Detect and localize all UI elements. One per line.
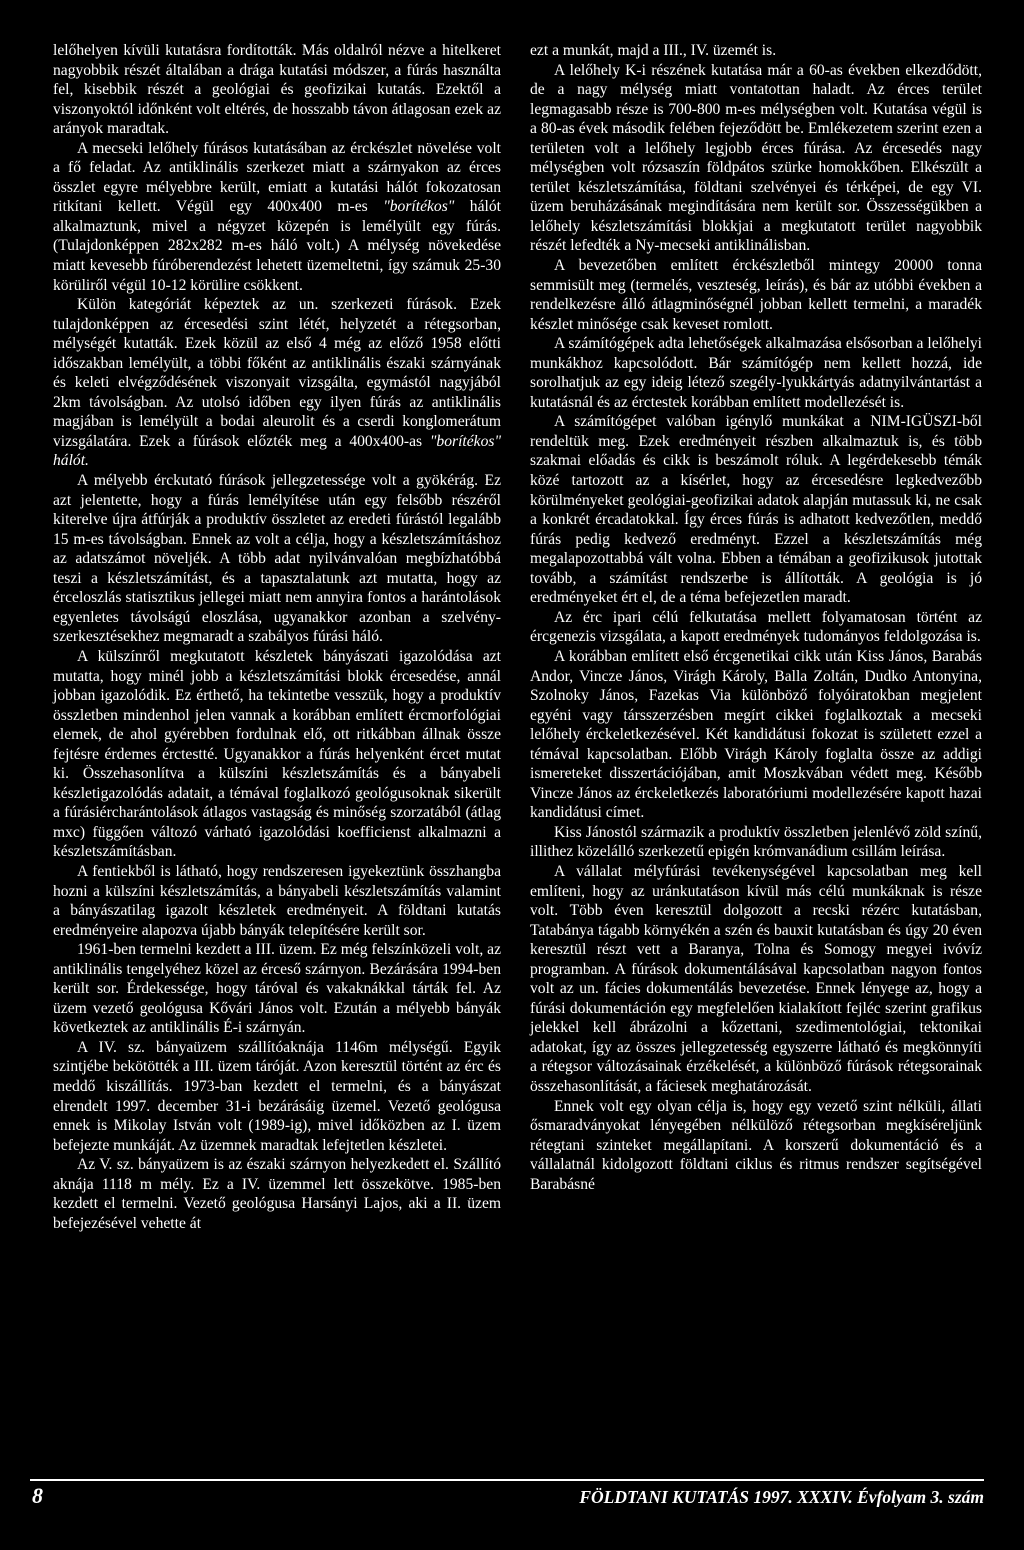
paragraph-text: ezt a munkát, majd a III., IV. üzemét is. — [530, 42, 777, 59]
paragraph-text: Az érc ipari célú felkutatása mellett folyamatosan történt az ércgenezis vizsgálata, a kapott eredmények tudományos feldolgozása is. — [530, 608, 982, 646]
paragraph-text: 1961-ben termelni kezdett a III. üzem. Ez még felszínközeli volt, az antiklinális tengelyéhez közel az érceső szárnyon. Bezárására 1994-ben került sor. Érdekessége, hogy táróval és vakaknákkal tárták fel. Az üzem vezető geológusa Kővári János volt. Ezután a mélyebb bányák következtek az antiklinális É-i szárnyán. — [53, 941, 501, 1037]
paragraph — [530, 256, 982, 334]
paragraph-text-continued: hálót alkalmaztunk, mivel a négyzet közepén is lemélyült egy fúrás. (Tulajdonképpen 282x282 m-es háló volt.) A mélység növekedése miatt kevesebb fúróberendezést lehetett üzemeltetni, így számuk 25-30 körüliről végül 10-12 körülire csökkent. — [53, 198, 501, 294]
paragraph-text: Külön kategóriát képeztek az un. szerkezeti fúrások. Ezek tulajdonképpen az ércesedési szint létét, helyzetét a rétegsorban, mélységét kutatták. Ezek közül az első 4 még az előző 1958 előtti időszakban lemélyült, a többi főként az antiklinális északi szárnyának és keleti elvégződésének viszonyait vizsgálta, egymástól nagyjából 2km távolságban. Az utolsó időben egy ilyen fúrás az antiklinális magjában is lemélyült a bodai aleurolit és a cserdi konglomerátum vizsgálatára. Ezek a fúrások előzték meg a 400x400-as — [53, 296, 501, 450]
emphasized-text: "borítékos" — [383, 198, 455, 216]
paragraph-text: A lelőhely K-i részének kutatása már a 60-as években elkezdődött, de a nagy mélység miatt vontatottan haladt. Az érces terület legmagasabb része is 700-800 m-es mélységben volt. Kutatása végül is a 80-as évek második felében fejeződött be. Emlékezetem szerint ezen a területen volt a lelőhely legjobb érces fúrása. Az ércesedés nagy mélységben volt rózsaszín földpátos szürke homokkőben. Elkészült a terület készletszámítása, földtani szelvényei és térképei, de egy VI. üzem beruházásának megindítására nem került sor. Összességükben a lelőhely készletszámítási blokkjai a megkutatott terület nagyobbik részét lefedték a Ny-mecseki antiklinálisban. — [530, 61, 982, 255]
paragraph — [530, 61, 982, 256]
paragraph-text: A mélyebb érckutató fúrások jellegzetessége volt a gyökérág. Ez azt jelentette, hogy a fúrás lemélyítése után egy felsőbb részéről kiterelve újra átfúrják a produktív összletet az eredeti fúrástól legalább 15 m-es távolságban. Ennek az volt a célja, hogy a készletszámításhoz az adatszámot növeljék. A több adat nyilvánvalóan megbízhatóbbá teszi a készletszámítást, és a tapasztalatunk azt mutatta, hogy az érceloszlás statisztikus jellegei miatt nem annyira fontos a harántolások egyenletes távolságú eloszlása, ugyanakkor azonban a szelvény-szerkesztésekhez megmaradt a szabályos fúrási háló. — [53, 472, 501, 646]
paragraph — [530, 412, 982, 607]
left-column — [53, 41, 501, 1233]
paragraph — [530, 823, 982, 862]
paragraph-text: Az V. sz. bányaüzem is az északi szárnyon helyezkedett el. Szállító aknája 1118 m mély. Ez a IV. üzemmel lett összekötve. 1985-ben kezdett el termelni. Vezető geológusa Harsányi Lajos, aki a II. üzem befejezésével vehette át — [53, 1156, 501, 1232]
paragraph — [53, 862, 501, 940]
paragraph-text: A számítógépek adta lehetőségek alkalmazása elsősorban a lelőhelyi munkákhoz kapcsolódott. Bár számítógép nem kellett hozzá, ide sorolhatjuk az egy ideig létező szegély-lyukkártyás adatnyilvántartást a kutatásnál és az érctestek korábban említett modellezését is. — [530, 335, 982, 411]
paragraph — [530, 862, 982, 1097]
paragraph — [530, 608, 982, 647]
emphasized-text: "borítékos" hálót. — [53, 432, 501, 470]
paragraph-text: A mecseki lelőhely fúrásos kutatásában az érckészlet növelése volt a fő feladat. Az antiklinális szerkezet miatt a szárnyakon az érces összlet egyre mélyebbre került, emiatt a kutatási hálót fokozatosan ritkítani kellett. Végül egy 400x400 m-es — [53, 139, 501, 216]
paragraph — [53, 1038, 501, 1155]
paragraph-text: A IV. sz. bányaüzem szállítóaknája 1146m mélységű. Egyik szintjébe bekötötték a III. üzem táróját. Azon keresztül történt az érc és meddő kiszállítás. 1973-ban kezdett el termelni, és a bányászat elrendelt 1997. december 31-i bezárásáig üzemel. Vezető geológusa ennek is Mikolay István volt (1989-ig), mivel időközben az I. üzem befejezte munkáját. Az üzemnek maradtak lefejtetlen készletei. — [53, 1038, 501, 1154]
paragraph-text: A külszínről megkutatott készletek bányászati igazolódása azt mutatta, hogy minél jobb a készletszámítási blokk ércesedése, annál jobban igazolódik. Ez érthető, ha tekintetbe vesszük, hogy a produktív összletben mindenhol jelen vannak a korábban említett ércmorfológiai elemek, de ahol gyérebben fordulnak elő, ott ritkábban állnak össze fejtésre érdemes érctestté. Ugyanakkor a fúrás helyenként ércet mutat ki. Összehasonlítva a külszíni készletszámítás és a bányabeli készletigazolódás adatait, a témával foglalkozó geológusoknak sikerült a fúrásiércharántolások átlagos vastagság és minőség szorzatából (átlag mxc) függően változó várható igazolódási koefficienst alkalmazni a készletszámításban. — [53, 647, 501, 861]
paragraph — [530, 1097, 982, 1195]
paragraph-text: A fentiekből is látható, hogy rendszeresen igyekeztünk összhangba hozni a külszíni készletszámítás, a bányabeli készletszámítás valamint a bányászatilag igazolt készletek eredményeit. A földtani kutatás eredményeire alapozva újabb bányák telepítésére került sor. — [53, 862, 501, 939]
paragraph-text: Ennek volt egy olyan célja is, hogy egy vezető szint nélküli, állati ősmaradványokat lényegében nélkülöző rétegsorban megkíséreljünk rétegtani szinteket megállapítani. A korszerű dokumentáció és a vállalatnál kidolgozott földtani ciklus és ritmus rendszer segítségével Barabásné — [530, 1097, 982, 1193]
paragraph — [53, 139, 501, 295]
paragraph — [53, 471, 501, 647]
paragraph — [53, 1155, 501, 1233]
paragraph-text: Kiss Jánostól származik a produktív összletben jelenlévő zöld színű, illithez közelálló szerkezetű epigén krómvanádium csillám leírása. — [530, 823, 982, 861]
right-column — [530, 41, 982, 1194]
paragraph — [530, 334, 982, 412]
footer-rule — [30, 1479, 984, 1481]
paragraph — [53, 647, 501, 862]
paragraph-text: A korábban említett első ércgenetikai cikk után Kiss János, Barabás Andor, Vincze János, Virágh Károly, Balla Zoltán, Dudko Antonyina, Szolnoky János, Fazekas Via különböző folyóiratokban megjelent egyéni vagy társszerzésben megírt cikkei foglalkoztak a mecseki lelőhely érckeletkezésével. Két kandidátusi fokozat is született ezzel a témával kapcsolatban. Előbb Virágh Károly foglalta össze az addigi ismereteket disszertációjában, amit Moszkvában védett meg. Később Vincze János az érckeletkezés laboratóriumi modellezésére kapott hazai kandidátusi címet. — [530, 647, 982, 822]
paragraph — [530, 647, 982, 823]
paragraph-text: A bevezetőben említett érckészletből mintegy 20000 tonna semmisült meg (termelés, veszteség, leírás), és bár az utóbbi években a rendelkezésre álló átlagminőségnél jobban kellett termelni, a maradék készlet minősége csak keveset romlott. — [530, 257, 982, 333]
page-number: 8 — [32, 1483, 43, 1508]
paragraph-text: A vállalat mélyfúrási tevékenységével kapcsolatban meg kell említeni, hogy az uránkutatáson kívül más célú munkáknak is része volt. Több éven keresztül dolgozott a recski rézérc kutatásban, Tatabánya tágabb környékén a szén és bauxit kutatásban és úgy 20 éven keresztül részt vett a Baranya, Tolna és Somogy megyei ivóvíz programban. A fúrások dokumentálásával kapcsolatban nagyon fontos volt az un. fácies dokumentálás bevezetése. Ennek lényege az, hogy a fúrási dokumentáción egy megfelelően kialakított fejléc szerint grafikus jelekkel kell ábrázolni a kőzettani, szedimentológiai, tektonikai adatokat, így az összes jellegzetesség egyszerre látható és megkönnyíti a rétegsor változásainak érzékelését, a különböző fúrások rétegsorainak összehasonlítását, a fáciesek meghatározását. — [530, 862, 982, 1095]
paragraph — [530, 41, 982, 61]
footer — [30, 1484, 984, 1508]
paragraph — [53, 295, 501, 471]
journal-title: FÖLDTANI KUTATÁS 1997. XXXIV. Évfolyam 3. szám — [579, 1487, 984, 1507]
paragraph — [53, 41, 501, 139]
paragraph-text: lelőhelyen kívüli kutatásra fordították. Más oldalról nézve a hitelkeret nagyobbik részét általában a drága kutatási módszer, a fúrás használta fel, kisebbik részét a geológiai és geofizikai kutatás. Ezektől a viszonyoktól időnként volt eltérés, de hosszabb távon átlagosan ezek az arányok maradtak. — [53, 42, 501, 138]
paragraph — [53, 940, 501, 1038]
paragraph-text: A számítógépet valóban igénylő munkákat a NIM-IGÜSZI-ből rendeltük meg. Ezek eredményeit részben alkalmaztuk is, és több szakmai előadás és cikk is beszámolt róluk. A legérdekesebb témák közé tartozott az a kísérlet, hogy az ércesedésre legkedvezőbb körülményeket geológiai-geofizikai adatok alapján mutassuk ki, ne csak a konkrét ércadatokkal. Így érces fúrás is adhatott kedvezőtlen, meddő fúrás pedig kedvező eredményt. Ezzel a készletszámítás még megalapozottabbá vált volna. Ebben a témában a geofizikusok jutottak tovább, a számítást rendszerbe is állították. A geológia is jó eredményeket ért el, de a téma befejezetlen maradt. — [530, 413, 982, 607]
